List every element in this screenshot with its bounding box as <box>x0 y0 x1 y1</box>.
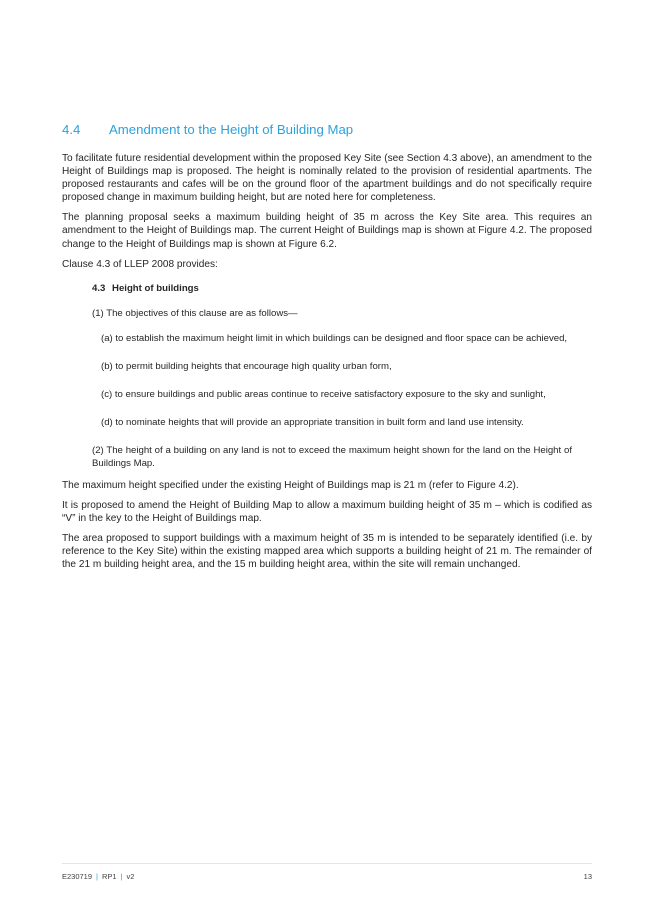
section-heading <box>62 122 353 137</box>
footer-doc-id: E230719 <box>62 872 93 881</box>
page-number: 13 <box>583 872 592 881</box>
clause-item-b: (b) to permit building heights that encourage high quality urban form, <box>101 361 392 373</box>
clause-item-a: (a) to establish the maximum height limit in which buildings can be designed and floor space can be achieved, <box>101 332 568 344</box>
footer-report: RP1 <box>101 872 117 881</box>
clause-objectives-intro: (1) The objectives of this clause are as follows— <box>92 307 298 319</box>
footer-separator: | <box>96 872 98 881</box>
clause-item-c: (c) to ensure buildings and public areas continue to receive satisfactory exposure to the sky and sunlight, <box>101 389 546 401</box>
paragraph-amendment: It is proposed to amend the Height of Building Map to allow a maximum building height of 35 m – which is codified as “V” in the key to the Height of Buildings map. <box>62 499 592 524</box>
paragraph-clause-intro: Clause 4.3 of LLEP 2008 provides: <box>62 258 218 270</box>
clause-heading <box>92 282 592 295</box>
footer-doc-ref <box>62 872 134 881</box>
paragraph-area: The area proposed to support buildings with a maximum height of 35 m is intended to be separately identified (i.e. by reference to the Key Site) within the existing mapped area which supports a building height of 21 m. The remainder of the 21 m building height area, and the 15 m building height area, within the site will remain unchanged. <box>62 532 592 570</box>
page-footer <box>62 863 592 881</box>
paragraph-intro: To facilitate future residential development within the proposed Key Site (see Section 4.3 above), an amendment to the Height of Buildings map is proposed. The height is nominally related to the provision of residential apartments. The proposed restaurants and cafes will be on the ground floor of the apartment buildings and do not specifically require proposed change in maximum building height, but are noted here for completeness. <box>62 153 592 204</box>
body-content <box>62 152 592 578</box>
section-title: Amendment to the Height of Building Map <box>109 122 354 137</box>
paragraph-proposal: The planning proposal seeks a maximum building height of 35 m across the Key Site area. This requires an amendment to the Height of Buildings map. The current Height of Buildings map is shown at Figure 4.2. The proposed change to the Height of Buildings map is shown at Figure 6.2. <box>62 212 592 250</box>
clause-quote <box>92 282 592 471</box>
clause-item-d: (d) to nominate heights that will provide an appropriate transition in built form and land use intensity. <box>101 417 524 429</box>
section-number: 4.4 <box>62 122 81 137</box>
footer-separator: | <box>120 872 123 881</box>
clause-title: Height of buildings <box>112 282 199 294</box>
footer-version: v2 <box>126 872 135 881</box>
clause-subclause-2: (2) The height of a building on any land is not to exceed the maximum height shown for the land on the Height of Buildings Map. <box>92 445 572 470</box>
clause-number: 4.3 <box>92 282 106 294</box>
paragraph-existing-height: The maximum height specified under the existing Height of Buildings map is 21 m (refer to Figure 4.2). <box>62 479 519 491</box>
